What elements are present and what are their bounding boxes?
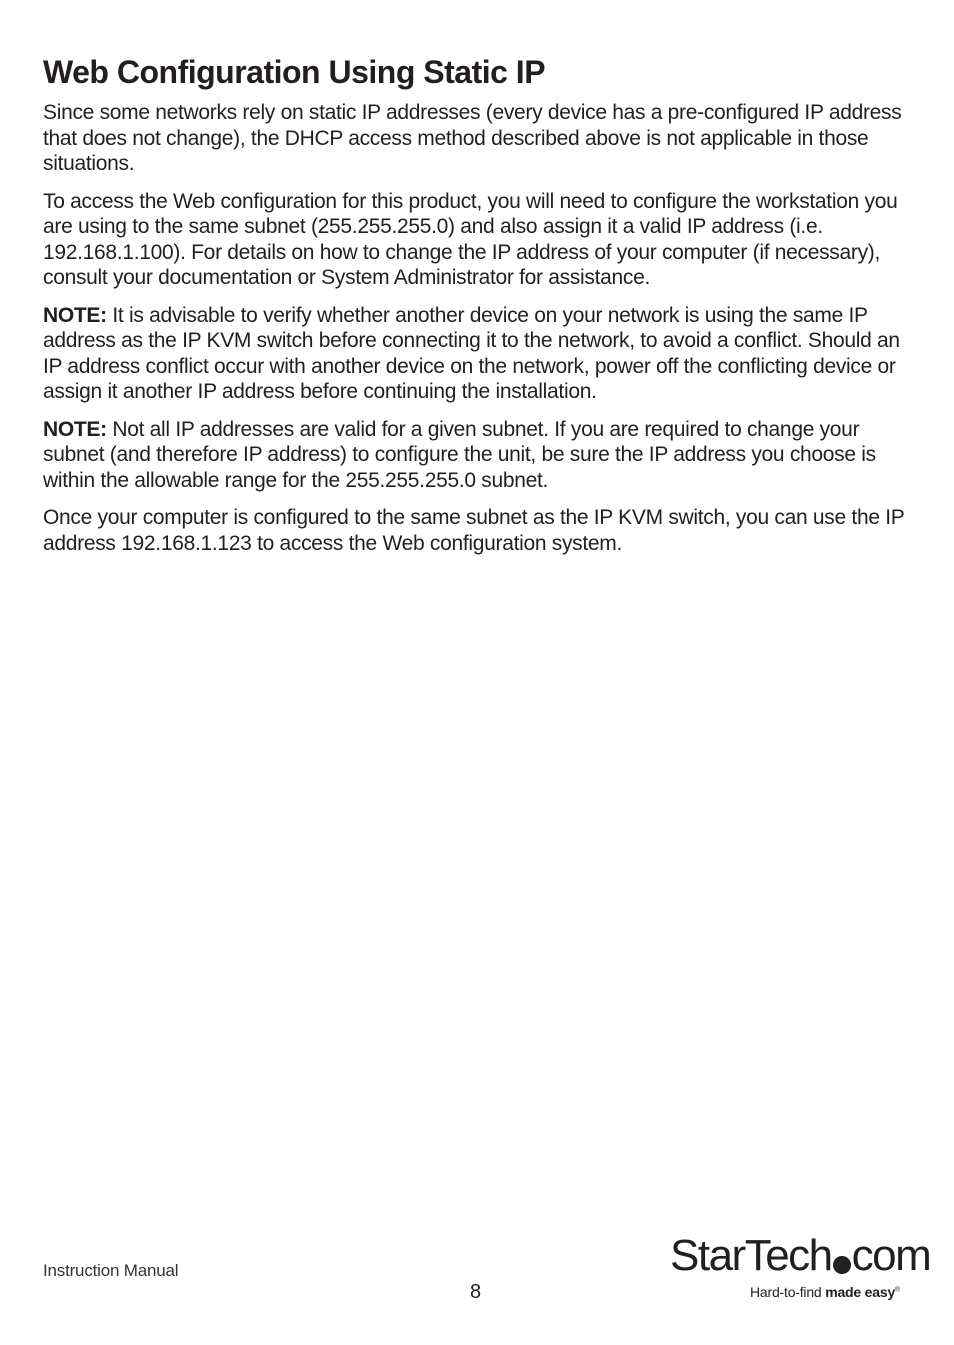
note-ip-conflict (43, 303, 913, 405)
note-text: Not all IP addresses are valid for a given subnet. If you are required to change your subnet (and therefore IP address) to configure the unit, be sure the IP address you choose is within the allowable range for the 255.255.255.0 subnet. (43, 417, 876, 492)
logo-wordmark (670, 1232, 930, 1280)
logo-brand-right: com (851, 1231, 931, 1280)
note-text: It is advisable to verify whether another device on your network is using the same IP address as the IP KVM switch before connecting it to the network, to avoid a conflict. Should an IP address conflict occur with another device on the network, power off the conflicting device or assign it another IP address before continuing the installation. (43, 303, 900, 403)
logo-brand-left: StarTech (670, 1231, 832, 1280)
startech-logo (670, 1231, 931, 1312)
paragraph-static-ip-intro: Since some networks rely on static IP addresses (every device has a pre-configured IP address that does not change), the DHCP access method described above is not applicable in those situations. (43, 101, 902, 175)
footer-document-label: Instruction Manual (43, 1261, 179, 1280)
paragraph-access-web-config: Once your computer is configured to the same subnet as the IP KVM switch, you can use the IP address 192.168.1.123 to access the Web configuration system. (43, 506, 905, 555)
paragraph-configure-workstation: To access the Web configuration for this product, you will need to configure the workstation you are using to the same subnet (255.255.255.0) and also assign it a valid IP address (i.e. 192.168.1.100). For details on how to change the IP address of your computer (if necessary), consult your documentation or System Administrator for assistance. (43, 189, 898, 289)
logo-dot-icon (833, 1256, 851, 1274)
note-label: NOTE: (43, 303, 107, 327)
page-content (43, 52, 913, 568)
note-subnet-validity (43, 417, 913, 494)
registered-mark-icon: ® (895, 1286, 900, 1294)
note-label: NOTE: (43, 417, 107, 441)
page-number: 8 (470, 1281, 482, 1303)
page-title: Web Configuration Using Static IP (43, 54, 546, 90)
logo-tagline: Hard-to-find made easy® (750, 1284, 900, 1300)
